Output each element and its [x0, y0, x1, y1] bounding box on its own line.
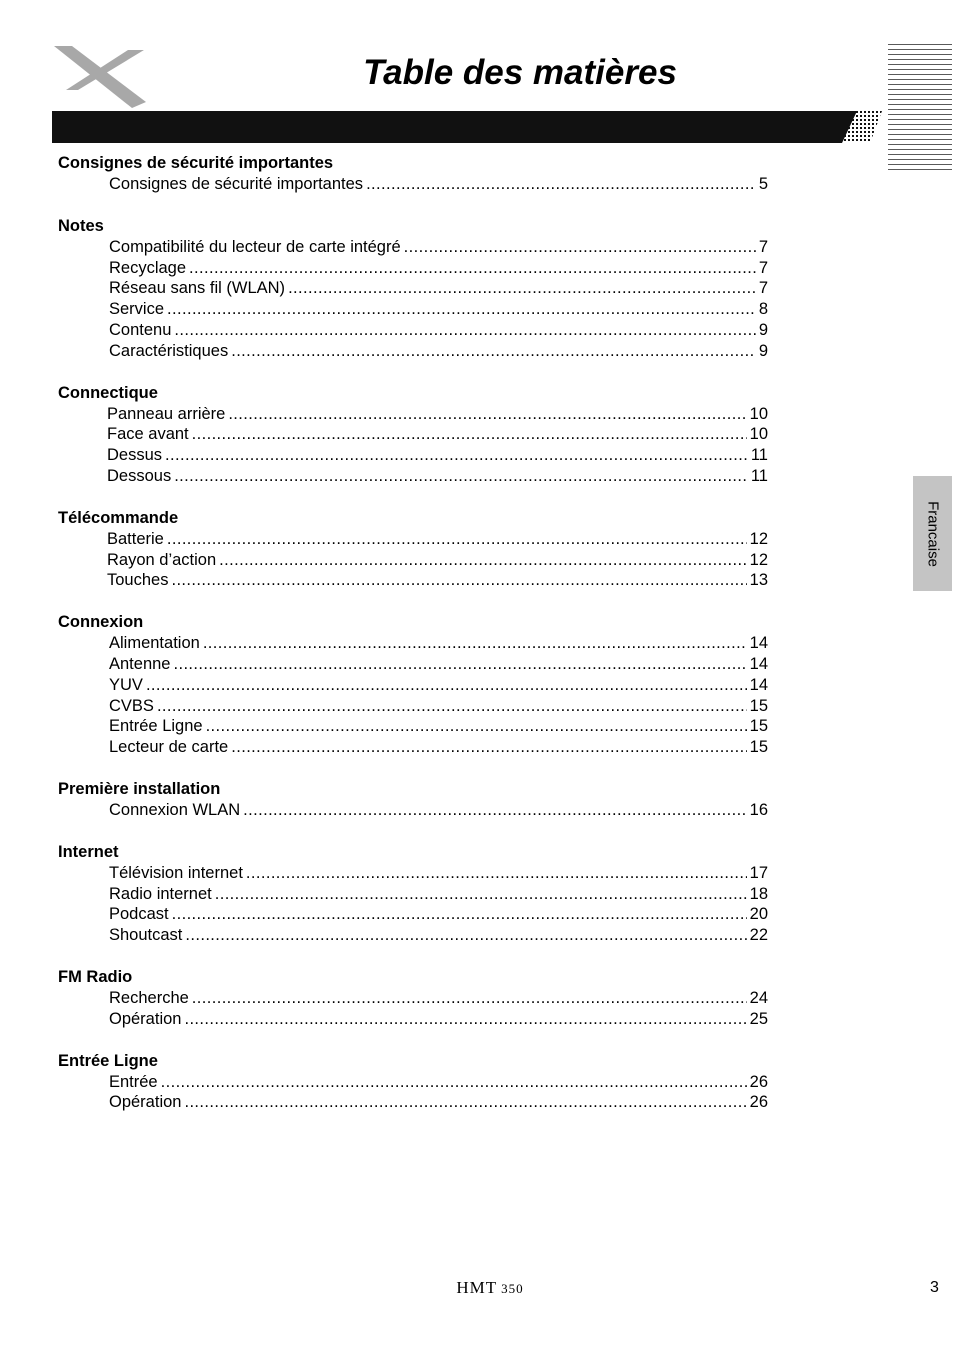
toc-dot-leader [146, 675, 747, 696]
toc-dot-leader [192, 988, 747, 1009]
toc-entry-page: 10 [749, 425, 768, 444]
page-title: Table des matières [363, 53, 677, 92]
toc-entry-page: 26 [749, 1093, 768, 1112]
toc-entry [58, 800, 768, 821]
toc-entry [58, 737, 768, 758]
toc-entry-page: 25 [749, 1009, 768, 1028]
toc-entry-label: Face avant [107, 425, 189, 444]
toc-entry [58, 299, 768, 320]
toc-dot-leader [171, 570, 746, 591]
brand-logo-icon [50, 44, 148, 110]
toc-dot-leader [174, 320, 755, 341]
toc-entry-page: 15 [749, 696, 768, 715]
toc-entry-page: 14 [749, 634, 768, 653]
toc-section-title: Connectique [58, 383, 158, 402]
toc-entry-label: Réseau sans fil (WLAN) [109, 279, 286, 298]
toc-dot-leader [167, 299, 756, 320]
toc-entry-label: Dessous [107, 466, 172, 485]
toc-entry-label: Rayon d’action [107, 550, 217, 569]
toc-entry-page: 18 [749, 884, 768, 903]
toc-entry-label: Recherche [109, 988, 189, 1007]
toc-section [58, 1051, 768, 1114]
toc-section [58, 216, 768, 362]
toc-dot-leader [219, 550, 746, 571]
toc-entry-label: Caractéristiques [109, 341, 229, 360]
toc-entry [58, 550, 768, 571]
toc-entry-label: Batterie [107, 529, 164, 548]
toc-entry-page: 22 [749, 926, 768, 945]
language-tab-label: Francaise [924, 500, 941, 567]
toc-dot-leader [228, 404, 746, 425]
toc-entry-label: Consignes de sécurité importantes [109, 175, 364, 193]
toc-entry-page: 14 [749, 654, 768, 673]
toc-entry [58, 341, 768, 362]
toc-entry-label: Recyclage [109, 258, 187, 277]
toc-entry-page: 15 [749, 738, 768, 757]
toc-dot-leader [184, 1092, 746, 1113]
toc-entry [58, 404, 768, 425]
toc-entry [58, 863, 768, 884]
toc-dot-leader [167, 529, 747, 550]
toc-entry-page: 14 [749, 675, 768, 694]
toc-entry-page: 9 [758, 320, 768, 339]
toc-entry-page: 20 [749, 905, 768, 924]
toc-entry-page: 11 [750, 446, 768, 465]
toc-entry [58, 237, 768, 258]
toc-section-title: Internet [58, 842, 119, 861]
toc-entry-label: Lecteur de carte [109, 738, 229, 757]
toc-entry-page: 12 [749, 529, 768, 548]
toc-entry [58, 633, 768, 654]
toc-section-title: Première installation [58, 779, 221, 798]
toc-entry [58, 320, 768, 341]
toc-entry [58, 466, 768, 487]
toc-entry-page: 16 [749, 800, 768, 819]
toc-entry-label: Antenne [109, 654, 171, 673]
toc-entry-page: 5 [758, 175, 768, 193]
toc-entry-page: 11 [750, 466, 768, 485]
toc-dot-leader [174, 466, 748, 487]
toc-dot-leader [173, 654, 746, 675]
toc-entry [58, 258, 768, 279]
toc-dot-leader [231, 341, 756, 362]
toc-section [58, 967, 768, 1030]
model-name: HMT [456, 1278, 498, 1297]
table-of-contents [58, 153, 768, 1134]
toc-section-title: Télécommande [58, 508, 179, 527]
header-band [52, 111, 882, 143]
toc-entry-label: Touches [107, 571, 169, 590]
language-tab [913, 476, 952, 591]
footer-model [420, 1278, 560, 1298]
toc-dot-leader [366, 174, 756, 195]
toc-entry-label: Opération [109, 1093, 182, 1112]
toc-dot-leader [404, 237, 756, 258]
toc-entry [58, 654, 768, 675]
toc-entry [58, 904, 768, 925]
toc-entry [58, 1072, 768, 1093]
toc-entry-label: Télévision internet [109, 863, 243, 882]
toc-section [58, 842, 768, 946]
toc-entry [58, 1009, 768, 1030]
toc-dot-leader [172, 904, 747, 925]
toc-dot-leader [206, 716, 747, 737]
toc-entry-label: Entrée [109, 1072, 158, 1091]
toc-dot-leader [192, 424, 747, 445]
toc-section-title: FM Radio [58, 967, 133, 986]
toc-section [58, 612, 768, 758]
toc-entry [58, 716, 768, 737]
model-number: 350 [501, 1281, 524, 1296]
toc-dot-leader [203, 633, 747, 654]
toc-section [58, 383, 768, 487]
toc-entry-label: Shoutcast [109, 926, 183, 945]
toc-dot-leader [165, 445, 748, 466]
toc-dot-leader [161, 1072, 747, 1093]
toc-entry-label: Dessus [107, 446, 163, 465]
toc-entry-page: 8 [758, 300, 768, 319]
toc-dot-leader [215, 884, 747, 905]
toc-dot-leader [288, 278, 756, 299]
toc-dot-leader [231, 737, 746, 758]
toc-entry [58, 884, 768, 905]
toc-entry [58, 424, 768, 445]
toc-section [58, 779, 768, 821]
toc-entry-page: 17 [749, 863, 768, 882]
toc-entry-page: 26 [749, 1072, 768, 1091]
toc-entry [58, 675, 768, 696]
toc-entry-page: 10 [749, 404, 768, 423]
toc-entry-page: 24 [749, 988, 768, 1007]
toc-dot-leader [189, 258, 756, 279]
toc-entry-label: Service [109, 300, 165, 319]
toc-dot-leader [246, 863, 747, 884]
toc-entry [58, 696, 768, 717]
toc-entry-label: Radio internet [109, 884, 212, 903]
toc-dot-leader [243, 800, 746, 821]
toc-entry-label: Entrée Ligne [109, 717, 203, 736]
toc-entry [58, 1092, 768, 1113]
toc-entry-page: 7 [758, 279, 768, 298]
toc-entry [58, 278, 768, 299]
toc-entry-page: 7 [758, 237, 768, 256]
toc-section [58, 508, 768, 591]
toc-dot-leader [184, 1009, 746, 1030]
toc-entry [58, 988, 768, 1009]
toc-entry [58, 445, 768, 466]
toc-dot-leader [185, 925, 746, 946]
toc-entry [58, 174, 768, 195]
toc-entry-page: 15 [749, 717, 768, 736]
toc-entry-label: CVBS [109, 696, 154, 715]
toc-entry-page: 12 [749, 550, 768, 569]
toc-entry-label: Contenu [109, 320, 172, 339]
toc-entry-label: Connexion WLAN [109, 800, 241, 819]
toc-entry-label: Opération [109, 1009, 182, 1028]
toc-section [58, 153, 768, 195]
toc-entry-label: Compatibilité du lecteur de carte intégré [109, 237, 401, 256]
page-number: 3 [930, 1279, 939, 1296]
toc-section-title: Consignes de sécurité importantes [58, 154, 334, 172]
toc-entry-label: YUV [109, 675, 143, 694]
toc-section-title: Connexion [58, 613, 144, 632]
toc-section-title: Entrée Ligne [58, 1051, 158, 1070]
toc-entry-page: 13 [749, 571, 768, 590]
toc-entry-label: Panneau arrière [107, 404, 226, 423]
decorative-stripes [888, 44, 952, 172]
toc-entry-page: 9 [758, 341, 768, 360]
toc-entry-page: 7 [758, 258, 768, 277]
toc-entry [58, 529, 768, 550]
toc-entry [58, 570, 768, 591]
toc-entry [58, 925, 768, 946]
toc-section-title: Notes [58, 216, 104, 235]
toc-entry-label: Podcast [109, 905, 169, 924]
toc-entry-label: Alimentation [109, 634, 200, 653]
toc-dot-leader [157, 696, 747, 717]
